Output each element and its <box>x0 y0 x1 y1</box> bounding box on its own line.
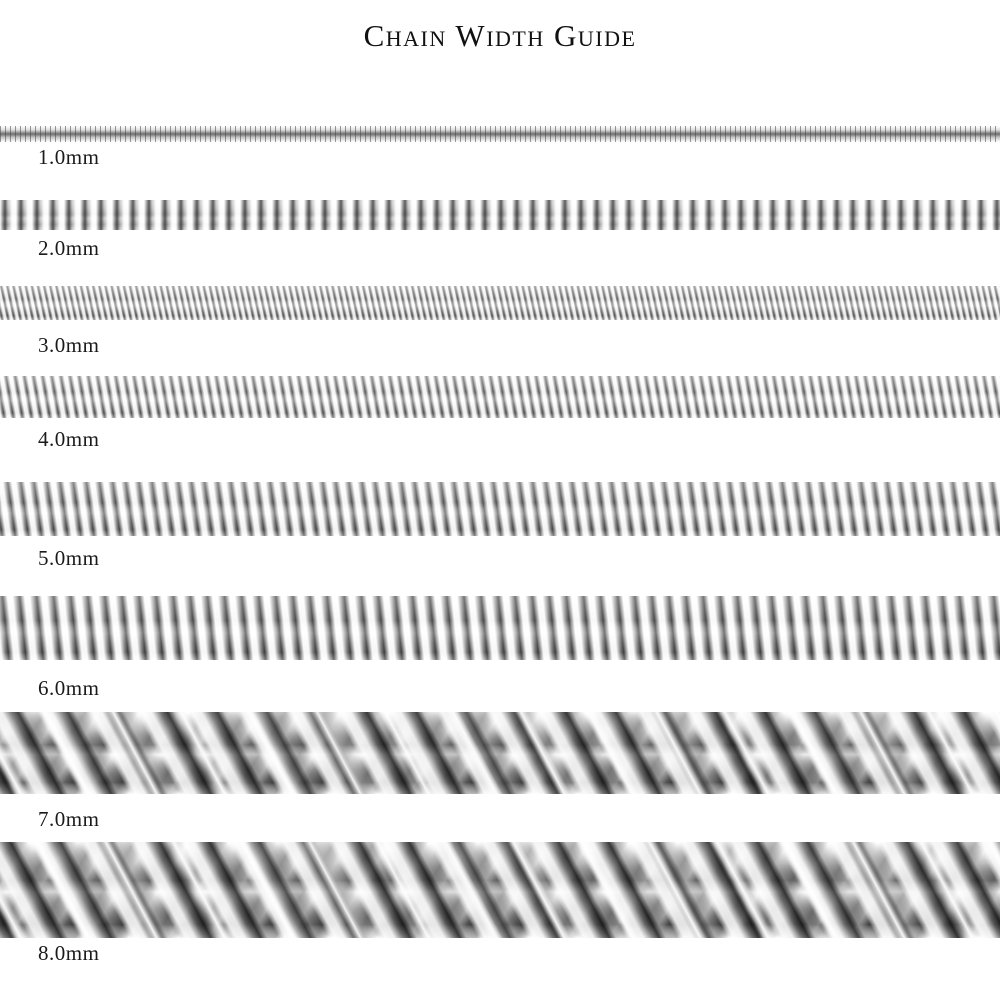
chain-sample-5mm <box>0 482 1000 536</box>
chain-width-label-6mm: 6.0mm <box>38 676 100 700</box>
chain-link-pattern <box>0 482 1000 536</box>
chain-link-pattern <box>0 286 1000 320</box>
chain-highlight-overlay <box>0 842 1000 938</box>
chain-sample-6mm <box>0 596 1000 660</box>
chain-link-pattern <box>0 596 1000 660</box>
chain-width-label-3mm: 3.0mm <box>38 333 100 357</box>
chain-sample-2mm <box>0 200 1000 230</box>
chain-link-pattern <box>0 126 1000 142</box>
chain-sample-7mm <box>0 712 1000 794</box>
chain-link-pattern <box>0 200 1000 230</box>
chain-link-pattern <box>0 376 1000 418</box>
chain-sample-3mm <box>0 286 1000 320</box>
chain-width-label-4mm: 4.0mm <box>38 427 100 451</box>
chain-sample-8mm <box>0 842 1000 938</box>
page-title: Chain Width Guide <box>363 18 637 53</box>
chain-width-label-8mm: 8.0mm <box>38 941 100 965</box>
chain-width-label-7mm: 7.0mm <box>38 807 100 831</box>
chain-width-label-5mm: 5.0mm <box>38 546 100 570</box>
chain-width-label-1mm: 1.0mm <box>38 145 100 169</box>
chain-highlight-overlay <box>0 712 1000 794</box>
chain-width-label-2mm: 2.0mm <box>38 236 100 260</box>
chain-sample-1mm <box>0 126 1000 142</box>
chain-sample-4mm <box>0 376 1000 418</box>
